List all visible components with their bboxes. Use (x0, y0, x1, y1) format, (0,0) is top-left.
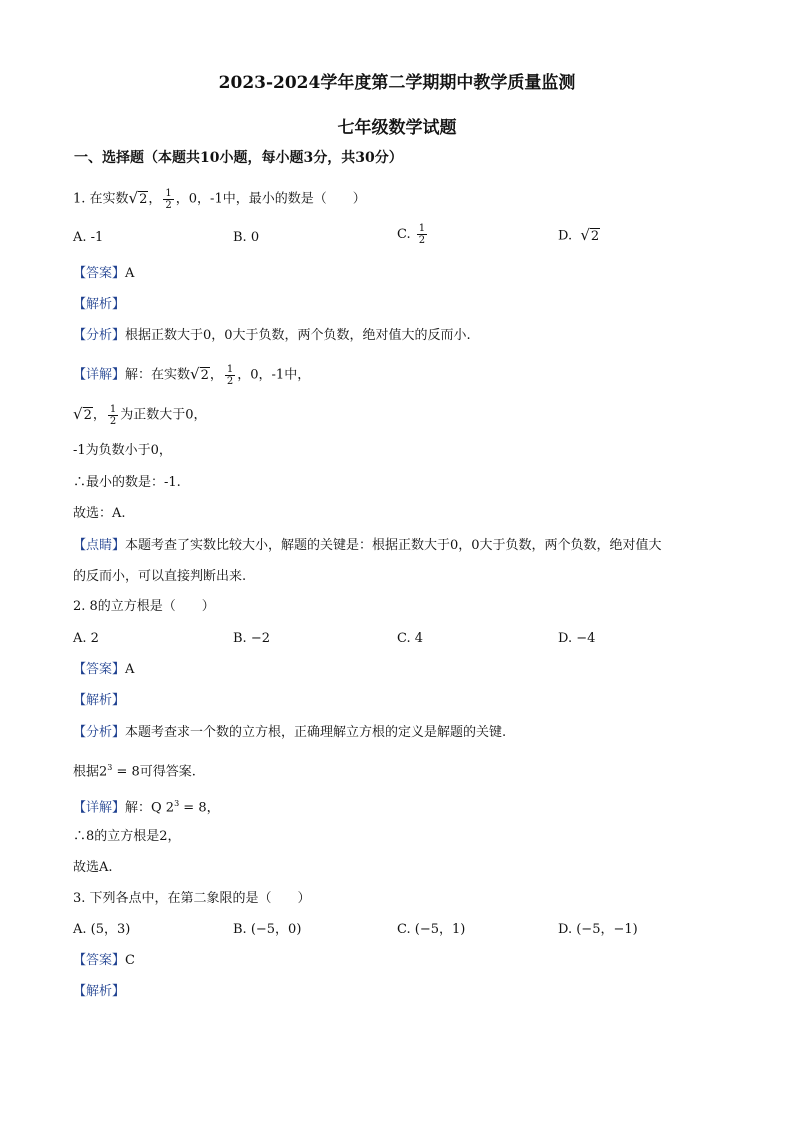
question-1-prefix: 1. 在实数 (73, 191, 129, 207)
question-2-detail-line-3: 故选A. (73, 860, 113, 875)
fraction-one-half: $\frac{1}{2}$ (165, 187, 172, 211)
sqrt-2-symbol: √2 (73, 405, 92, 423)
question-2-option-c: C. 4 (397, 631, 424, 646)
question-1-suffix: ，0，-1中，最小的数是（ ） (175, 191, 366, 207)
question-2-answer: 【答案】A (73, 662, 135, 677)
question-1-detail-line-2: √2， $\frac{1}{2}$ 为正数大于0， (73, 401, 207, 429)
question-1-fenxi: 【分析】根据正数大于0，0大于负数，两个负数，绝对值大的反而小. (73, 328, 471, 343)
question-3-analysis-tag: 【解析】 (73, 984, 126, 999)
fraction-one-half: $\frac{1}{2}$ (418, 223, 426, 246)
question-1-detail-line-4: ∴最小的数是：-1. (73, 475, 181, 490)
question-2-stem: 2. 8的立方根是（ ） (73, 599, 215, 614)
question-1-detail-line-5: 故选：A. (73, 506, 126, 521)
fraction-one-half: $\frac{1}{2}$ (226, 363, 234, 387)
question-3-stem: 3. 下列各点中，在第二象限的是（ ） (73, 891, 311, 906)
question-1-answer: 【答案】A (73, 266, 135, 281)
exam-title: 2023-2024学年度第二学期期中教学质量监测 (218, 73, 576, 93)
question-3-option-c: C. (−5，1) (397, 922, 466, 937)
question-2-hint: 根据$2^3 = 8$可得答案. (73, 763, 196, 780)
question-2-detail: 【详解】解：Q $2^3 = 8$， (73, 799, 220, 816)
question-1-option-c: C. $\frac{1}{2}$ (397, 223, 426, 246)
question-3-answer: 【答案】C (73, 953, 135, 968)
sqrt-2-symbol: √2 (580, 226, 600, 244)
section-heading: 一、选择题（本题共10小题，每小题3分，共30分） (74, 150, 403, 166)
question-1-stem: 1. 在实数√2， $\frac{1}{2}$ ，0，-1中，最小的数是（ ） (73, 185, 366, 213)
question-1-option-b: B. 0 (233, 230, 260, 245)
question-1-dianjing-line-2: 的反而小，可以直接判断出来. (73, 569, 247, 584)
question-1-analysis-tag: 【解析】 (73, 297, 126, 312)
question-3-option-b: B. (−5，0) (233, 922, 302, 937)
question-2-analysis-tag: 【解析】 (73, 693, 126, 708)
question-3-option-d: D. (−5，−1) (558, 922, 638, 937)
question-1-dianjing: 【点睛】本题考查了实数比较大小，解题的关键是：根据正数大于0，0大于负数，两个负数，绝对值大 (73, 538, 662, 553)
fraction-one-half: $\frac{1}{2}$ (109, 403, 117, 427)
question-2-fenxi: 【分析】本题考查求一个数的立方根，正确理解立方根的定义是解题的关键. (73, 725, 507, 740)
exam-subtitle: 七年级数学试题 (337, 118, 457, 138)
question-2-option-b: B. −2 (233, 631, 270, 646)
sqrt-2-symbol: √2 (128, 189, 148, 207)
question-1-detail-line-3: -1为负数小于0， (73, 443, 172, 458)
sqrt-2-symbol: √2 (190, 365, 209, 383)
question-1-detail: 【详解】解：在实数√2， $\frac{1}{2}$ ，0，-1中， (73, 361, 310, 389)
question-2-option-a: A. 2 (73, 631, 99, 646)
question-3-option-a: A. (5，3) (73, 922, 131, 937)
question-2-detail-line-2: ∴8的立方根是2， (73, 829, 181, 844)
question-1-option-a: A. -1 (73, 230, 104, 245)
question-2-option-d: D. −4 (558, 631, 596, 646)
question-1-option-d: D. √2 (558, 222, 600, 250)
